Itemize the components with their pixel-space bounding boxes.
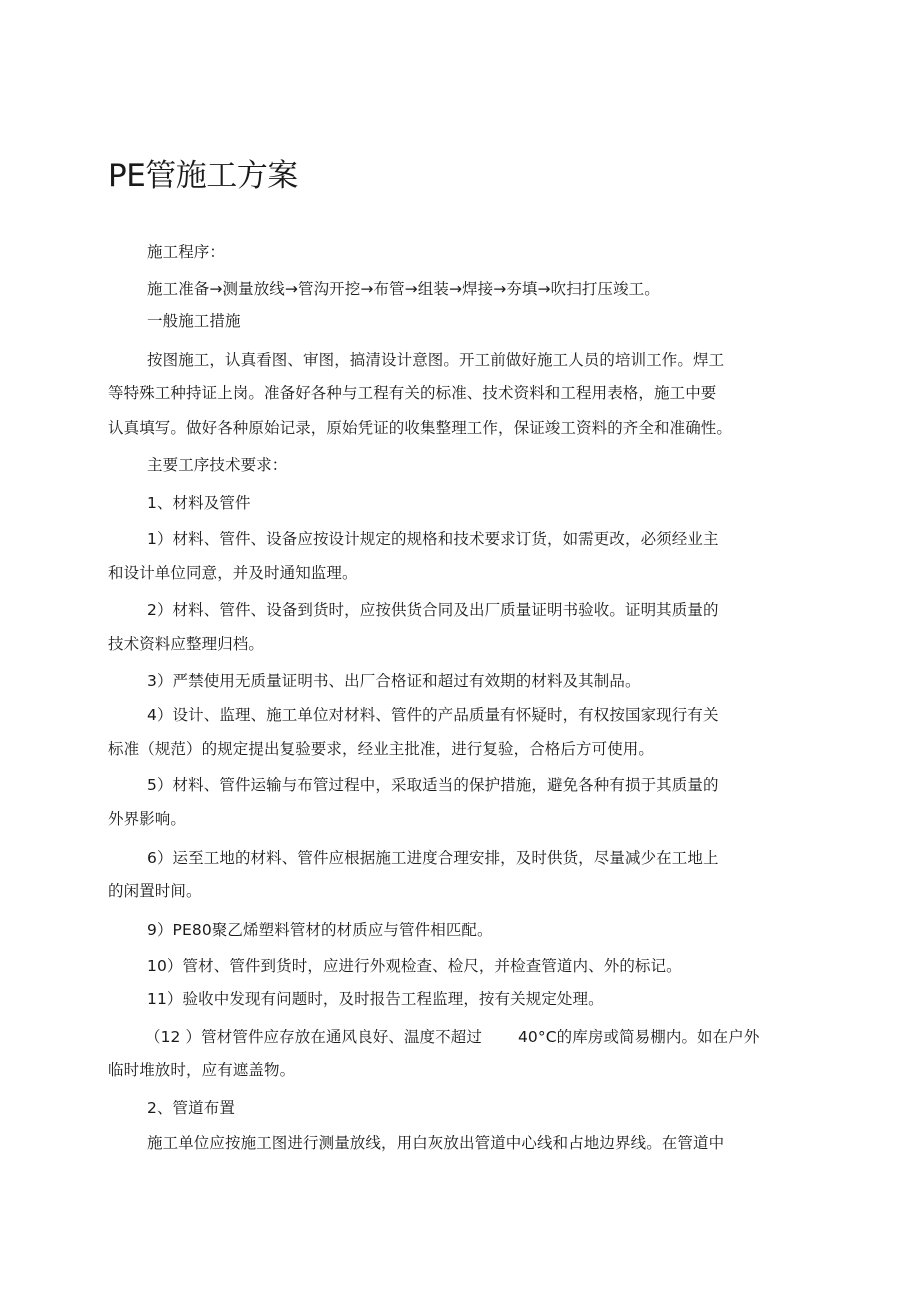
procedure-flow: 施工准备→测量放线→管沟开挖→布管→组装→焊接→夯填→吹扫打压竣工。 [147,280,660,298]
section-heading-procedure: 施工程序： [147,243,226,261]
section-heading-general-measures: 一般施工措施 [147,312,241,330]
section-heading-key-requirements: 主要工序技术要求： [147,456,288,474]
storage-text-part1: （12 ）管材管件应存放在通风良好、温度不超过 [145,1028,482,1046]
paragraph-line: 9）PE80聚乙烯塑料管材的材质应与管件相匹配。 [147,921,493,939]
paragraph-line: 5）材料、管件运输与布管过程中，采取适当的保护措施，避免各种有损于其质量的 [147,776,719,794]
paragraph-line: 6）运至工地的材料、管件应根据施工进度合理安排，及时供货，尽量减少在工地上 [147,849,719,867]
paragraph-line: 2）材料、管件、设备到货时，应按供货合同及出厂质量证明书验收。证明其质量的 [147,601,719,619]
paragraph-line: 技术资料应整理归档。 [108,635,265,653]
paragraph-line: 的闲置时间。 [108,882,202,900]
paragraph-line: 1）材料、管件、设备应按设计规定的规格和技术要求订货，如需更改，必须经业主 [147,530,719,548]
page-title: PE管施工方案 [108,158,298,194]
paragraph-line: 等特殊工种持证上岗。准备好各种与工程有关的标准、技术资料和工程用表格，施工中要 [108,384,717,402]
paragraph-line: 认真填写。做好各种原始记录，原始凭证的收集整理工作，保证竣工资料的齐全和准确性。 [108,419,733,437]
paragraph-line: 临时堆放时，应有遮盖物。 [108,1061,296,1079]
subsection-heading-pipe-layout: 2、管道布置 [147,1099,235,1117]
paragraph-line: 11）验收中发现有问题时，及时报告工程监理，按有关规定处理。 [147,990,604,1008]
paragraph-line: 10）管材、管件到货时，应进行外观检查、检尺，并检查管道内、外的标记。 [147,957,682,975]
paragraph-line: 按图施工，认真看图、审图，搞清设计意图。开工前做好施工人员的培训工作。焊工 [147,351,725,369]
subsection-heading-materials: 1、材料及管件 [147,494,251,512]
storage-text-part2: 40°C的库房或简易棚内。如在户外 [517,1028,760,1046]
paragraph-line: 标准（规范）的规定提出复验要求，经业主批准，进行复验，合格后方可使用。 [108,740,655,758]
paragraph-line: 外界影响。 [108,810,187,828]
paragraph-line-storage [145,1025,759,1047]
paragraph-line: 3）严禁使用无质量证明书、出厂合格证和超过有效期的材料及其制品。 [147,672,641,690]
paragraph-line: 和设计单位同意，并及时通知监理。 [108,564,358,582]
paragraph-line: 4）设计、监理、施工单位对材料、管件的产品质量有怀疑时，有权按国家现行有关 [147,706,719,724]
paragraph-line: 施工单位应按施工图进行测量放线，用白灰放出管道中心线和占地边界线。在管道中 [147,1134,725,1152]
